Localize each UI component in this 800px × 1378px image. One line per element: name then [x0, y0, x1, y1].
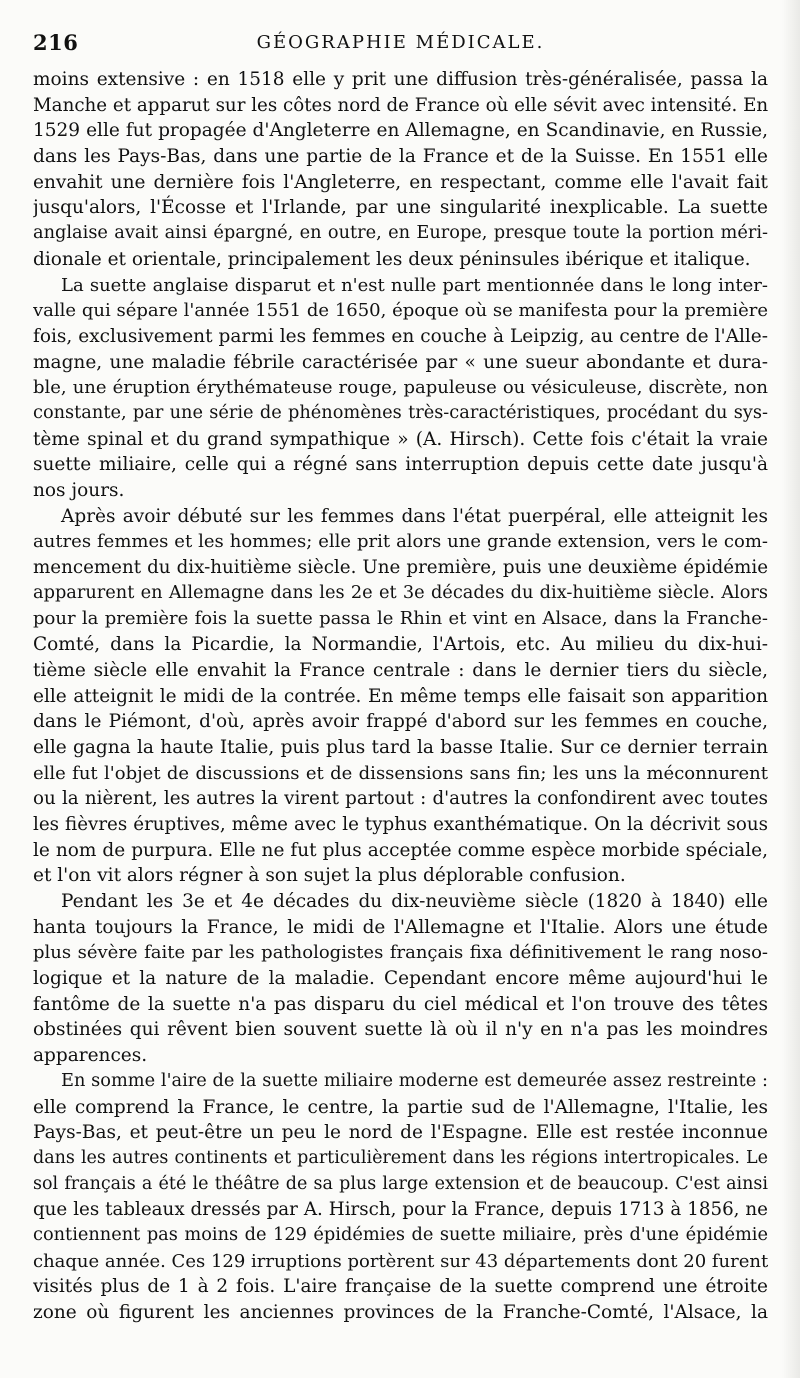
text-line: magne, une maladie fébrile caractérisée par « une sueur abondante et dura- [33, 351, 768, 373]
text-line: hanta toujours la France, le midi de l'Allemagne et l'Italie. Alors une étude [33, 916, 768, 938]
text-line: ble, une éruption érythémateuse rouge, papuleuse ou vésiculeuse, discrète, non [33, 377, 768, 399]
text-line: En somme l'aire de la suette miliaire moderne est demeurée assez restreinte : [61, 1070, 768, 1091]
text-line: Pays-Bas, et peut-être un peu le nord de l'Espagne. Elle est restée inconnue [33, 1122, 768, 1144]
text-line: Pendant les 3e et 4e décades du dix-neuvième siècle (1820 à 1840) elle [61, 891, 768, 912]
text-line: constante, par une série de phénomènes très-caractéristiques, procédant du sys- [33, 402, 768, 423]
text-line: apparurent en Allemagne dans les 2e et 3e décades du dix-huitième siècle. Alors [33, 582, 768, 603]
text-line: et l'on vit alors régner à son sujet la plus déplorable confusion. [33, 865, 626, 887]
text-line: dans le Piémont, d'où, après avoir frappé d'abord sur les femmes en couche, [33, 711, 768, 733]
text-line: envahit une dernière fois l'Angleterre, en respectant, comme elle l'avait fait [33, 171, 768, 193]
text-line: les fièvres éruptives, même avec le typhus exanthématique. On la décrivit sous [33, 813, 768, 835]
text-line: contiennent pas moins de 129 épidémies de suette miliaire, près d'une épidémie [33, 1224, 768, 1245]
text-line: suette miliaire, celle qui a régné sans interruption depuis cette date jusqu'à [33, 454, 768, 476]
text-line: pour la première fois la suette passa le Rhin et vint en Alsace, dans la Franche- [33, 608, 768, 630]
text-line: 1529 elle fut propagée d'Angleterre en Allemagne, en Scandinavie, en Russie, [33, 120, 768, 142]
running-header [33, 30, 768, 60]
text-line: elle atteignit le midi de la contrée. En même temps elle faisait son apparition [33, 685, 768, 707]
text-line: Manche et apparut sur les côtes nord de France où elle sévit avec intensité. En [33, 94, 768, 116]
text-line: anglaise avait ainsi épargné, en outre, en Europe, presque toute la portion méri- [33, 223, 768, 244]
text-line: Après avoir débuté sur les femmes dans l'état puerpéral, elle atteignit les [61, 505, 768, 527]
text-line: obstinées qui rêvent bien souvent suette là où il n'y en n'a pas les moindres [33, 1019, 768, 1041]
running-title: GÉOGRAPHIE MÉDICALE. [256, 32, 545, 53]
text-line: elle comprend la France, le centre, la partie sud de l'Allemagne, l'Italie, les [33, 1096, 768, 1118]
text-line: plus sévère faite par les pathologistes français fixa définitivement le rang noso- [33, 942, 768, 964]
text-line: sol français a été le théâtre de sa plus large extension et de beaucoup. C'est ainsi [33, 1173, 768, 1194]
text-line: tième siècle elle envahit la France centrale : dans le dernier tiers du siècle, [33, 659, 768, 681]
body-text [33, 67, 768, 1326]
text-line: elle fut l'objet de discussions et de dissensions sans fin; les uns la méconnurent [33, 762, 768, 784]
text-line: dans les autres continents et particulièrement dans les régions intertropicales. Le [33, 1147, 768, 1168]
page-number: 216 [33, 30, 79, 55]
text-line: tème spinal et du grand sympathique » (A. Hirsch). Cette fois c'était la vraie [33, 428, 768, 450]
text-line: Comté, dans la Picardie, la Normandie, l'Artois, etc. Au milieu du dix-hui- [33, 634, 768, 656]
text-line: La suette anglaise disparut et n'est nulle part mentionnée dans le long inter- [61, 274, 768, 296]
text-line: fois, exclusivement parmi les femmes en couche à Leipzig, au centre de l'Alle- [33, 325, 768, 347]
text-line: elle gagna la haute Italie, puis plus tard la basse Italie. Sur ce dernier terrain [33, 736, 768, 758]
text-line: dionale et orientale, principalement les deux péninsules ibérique et italique. [33, 248, 751, 270]
text-line: ou la nièrent, les autres la virent partout : d'autres la confondirent avec toutes [33, 788, 768, 810]
text-line: moins extensive : en 1518 elle y prit une diffusion très-généralisée, passa la [33, 69, 768, 90]
page-edge-shadow [782, 0, 800, 1378]
text-line: valle qui sépare l'année 1551 de 1650, époque où se manifesta pour la première [33, 300, 768, 322]
text-line: chaque année. Ces 129 irruptions portèrent sur 43 départements dont 20 furent [33, 1250, 768, 1272]
text-line: dans les Pays-Bas, dans une partie de la France et de la Suisse. En 1551 elle [33, 146, 768, 168]
text-line: zone où figurent les anciennes provinces de la Franche-Comté, l'Alsace, la [33, 1302, 768, 1323]
text-line: nos jours. [33, 480, 125, 501]
text-line: jusqu'alors, l'Écosse et l'Irlande, par une singularité inexplicable. La suette [33, 197, 768, 219]
text-line: visités plus de 1 à 2 fois. L'aire française de la suette comprend une étroite [33, 1276, 768, 1298]
text-line: que les tableaux dressés par A. Hirsch, pour la France, depuis 1713 à 1856, ne [33, 1199, 768, 1221]
text-line: le nom de purpura. Elle ne fut plus acceptée comme espèce morbide spéciale, [33, 839, 768, 861]
text-line: mencement du dix-huitième siècle. Une première, puis une deuxième épidémie [33, 557, 768, 579]
text-line: apparences. [33, 1045, 148, 1067]
text-line: fantôme de la suette n'a pas disparu du ciel médical et l'on trouve des têtes [33, 993, 768, 1015]
text-line: autres femmes et les hommes; elle prit alors une grande extension, vers le com- [33, 531, 768, 553]
text-line: logique et la nature de la maladie. Cependant encore même aujourd'hui le [33, 968, 768, 990]
